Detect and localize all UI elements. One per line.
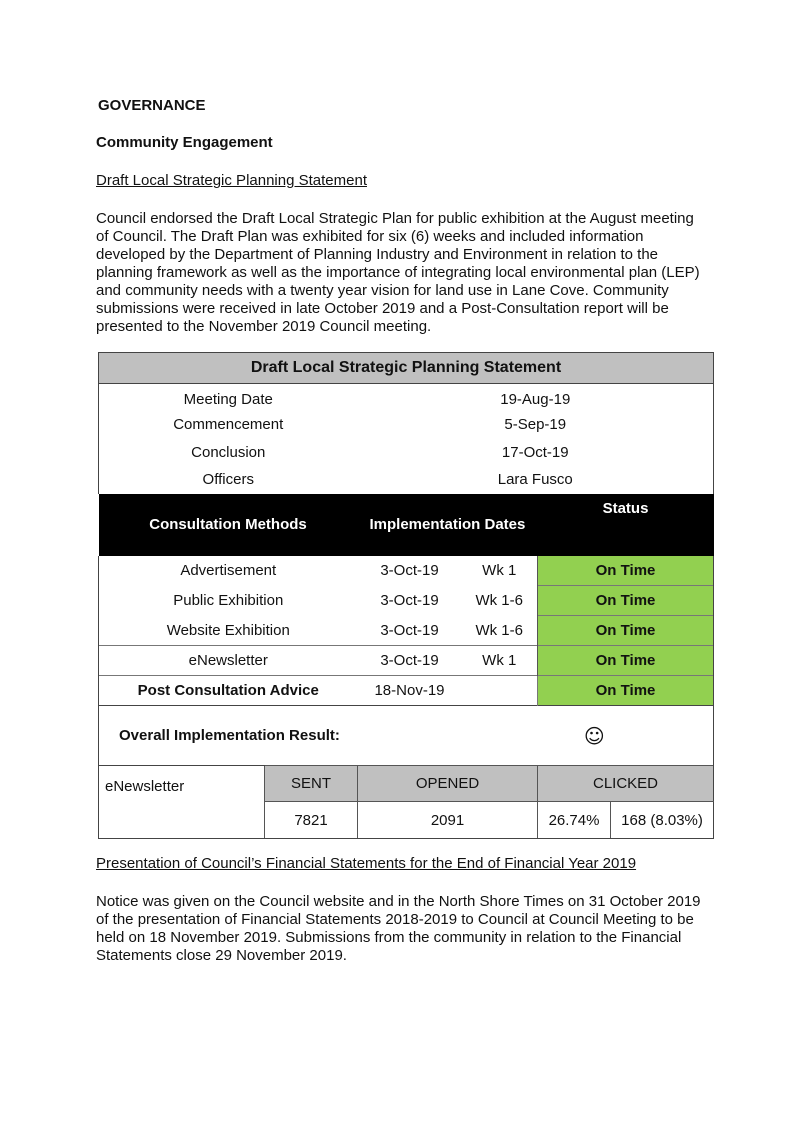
table-row [99,586,714,616]
method-date: 3-Oct-19 [380,562,439,579]
header-dates: Implementation Dates [358,494,538,556]
consultation-table [98,352,714,839]
info-value: Lara Fusco [358,466,714,494]
method-week: Wk 1-6 [475,592,523,609]
lsps-paragraph: Council endorsed the Draft Local Strategic Plan for public exhibition at the August meeting of Council. The Draft Plan was exhibited for six (6) weeks and included information developed by the Department of Planning Industry and Environment in relation to the planning framework as well as the importance of integrating local environmental plan (LEP) and community needs with a twenty year vision for land use in Lane Cove. Community submissions were received in late October 2019 and a Post-Consultation report will be presented to the November 2019 Council meeting. [96,210,700,335]
info-row [99,384,714,412]
sent-value: 7821 [265,802,358,839]
info-row [99,439,714,467]
method-date: 3-Oct-19 [380,621,439,639]
info-row [99,466,714,494]
info-value: 5-Sep-19 [358,411,714,439]
overall-result-symbol: ☺ [583,723,605,748]
clicked-header: CLICKED [538,766,714,802]
subsection-heading: Community Engagement [96,134,273,151]
method-week: Wk 1 [462,646,538,676]
clicked-value: 168 (8.03%) [611,802,714,839]
header-methods: Consultation Methods [99,494,358,556]
section-heading: GOVERNANCE [98,97,206,114]
method-week [462,676,538,706]
status-badge: On Time [538,676,714,706]
overall-result-row [99,706,714,766]
overall-result-label: Overall Implementation Result: [99,706,462,766]
header-status: Status [538,494,714,556]
info-label: Meeting Date [99,384,358,412]
lsps-section-title: Draft Local Strategic Planning Statement [96,172,367,189]
method-name: eNewsletter [99,646,358,676]
status-badge: On Time [538,616,714,646]
info-value: 17-Oct-19 [358,439,714,467]
status-badge: On Time [538,646,714,676]
opened-value: 2091 [358,802,538,839]
enews-label: eNewsletter [99,766,265,839]
info-row [99,411,714,439]
method-date: 3-Oct-19 [358,646,462,676]
method-date: 3-Oct-19 [380,592,439,609]
table-row [99,556,714,586]
method-week: Wk 1-6 [475,621,523,639]
status-badge: On Time [538,586,714,616]
status-badge: On Time [538,556,714,586]
method-date: 18-Nov-19 [358,676,462,706]
table-row [99,616,714,646]
method-name: Advertisement [99,556,358,586]
table-title-row [99,353,714,384]
method-name: Website Exhibition [99,616,358,646]
info-label: Conclusion [99,439,358,467]
methods-header-row [99,494,714,556]
smiley-icon [462,706,714,766]
financial-paragraph: Notice was given on the Council website and in the North Shore Times on 31 October 2019 of the presentation of Financial Statements 2018-2019 to Council at Council Meeting to be held on 18 November 2019. Submissions from the community in relation to the Financial Statements close 29 November 2019. [96,893,701,964]
enews-header-row [99,766,714,802]
info-label: Officers [99,466,358,494]
method-name: Public Exhibition [99,586,358,616]
method-name: Post Consultation Advice [99,676,358,706]
table-title: Draft Local Strategic Planning Statement [99,353,714,384]
table-row [99,646,714,676]
info-label: Commencement [99,411,358,439]
financial-section-title: Presentation of Council’s Financial Statements for the End of Financial Year 2019 [96,855,637,872]
method-week: Wk 1 [482,562,517,579]
sent-header: SENT [265,766,358,802]
opened-header: OPENED [358,766,538,802]
opened-percent: 26.74% [538,802,611,839]
info-value: 19-Aug-19 [358,384,714,412]
table-row [99,676,714,706]
